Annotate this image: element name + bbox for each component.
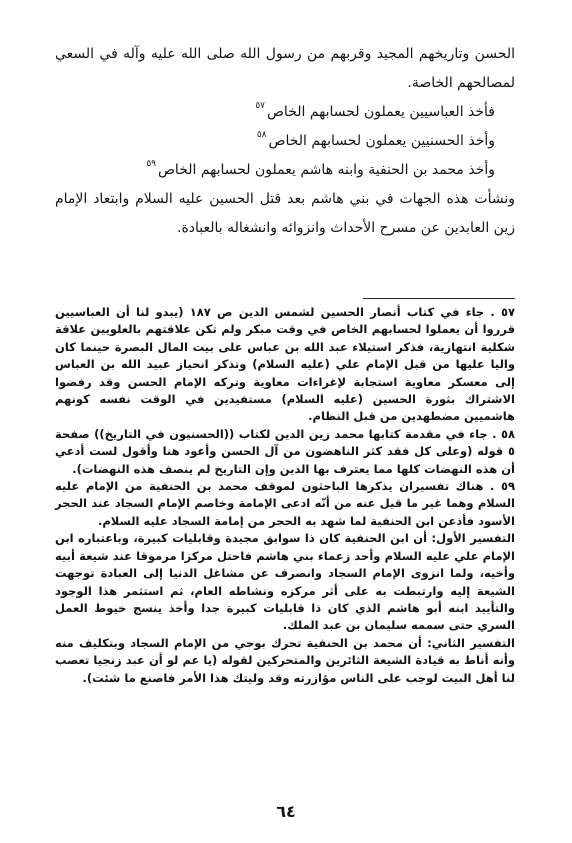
paragraph-abbasids xyxy=(55,98,515,127)
paragraph-conclusion: ونشأت هذه الجهات في بني هاشم بعد قتل الحسين عليه السلام وابتعاد الإمام زين العابدين عن مسرح الأحداث وانزوائه وانشغاله بالعبادة. xyxy=(55,191,515,236)
footnote-59: ٥٩ . هناك تفسيران يذكرها الباحثون لموقف محمد بن الحنفية من الإمام عليه السلام وهما غير ما قيل عنه من أنّه ادعى الإمامة وخاصم الإمام السجاد عند الحجر الأسود فأذعن ابن الحنفية لما شهد به الحجر من إمامة السجاد عليه السلام. xyxy=(55,479,515,528)
footnote-tafsir-1: التفسير الأول: أن ابن الحنفية كان ذا سوابق مجيدة وقابليات كبيرة، وباعتباره ابن الإمام علي عليه السلام وأحد زعماء بني هاشم فاحتل مركزا مرموقا عند شيعة أبيه وأخيه، ولما انزوى الإمام السجاد وانصرف عن مشاغل الدنيا إلى العبادة توجهت الشيعة إليه وارتبطت به على أثر مركزه ونشاطه العام، ثم استثمر هذا الوجود والتأييد ابنه أبو هاشم الذي كان ذا قابليات كبيرة جدا وأخذ ينسج خيوط العمل السري حتى سممه سليمان بن عبد الملك. xyxy=(55,531,515,633)
paragraph-hasanids-text: وأخذ الحسنيين يعملون لحسابهم الخاص xyxy=(268,133,495,149)
footnote-58: ٥٨ . جاء في مقدمة كتابها محمد زين الدين لكتاب ((الحسنيون في التاريخ)) صفحة ٥ قوله (وعلى كل فقد كثر الناهضون من آل الحسن وأعود هنا وأقول لست أدعي أن هذه النهضات كلها مما يعترف بها الدين وإن التاريخ لم ينصف هذه النهضات). xyxy=(55,426,515,476)
paragraph-abbasids-text: فأخذ العباسيين يعملون لحسابهم الخاص xyxy=(267,104,495,120)
footnote-ref-59[interactable]: ٥٩ xyxy=(146,159,156,169)
footnote-separator xyxy=(363,298,515,299)
footnote-tafsir-2: التفسير الثاني: أن محمد بن الحنفية تحرك بوحي من الإمام السجاد وبتكليف منه وأنه أناط به قيادة الشيعة الثائرين والمتحركين لقوله (يا عم لو أن عبد زنجيا تعصب لنا أهل البيت لوجب على الناس مؤازرته وقد وليتك هذا الأمر فاصنع ما شئت). xyxy=(55,635,515,685)
footnote-ref-58[interactable]: ٥٨ xyxy=(256,130,267,140)
main-text xyxy=(55,40,515,243)
paragraph-hasanids xyxy=(55,127,515,156)
footnotes xyxy=(55,304,515,687)
page-number: ٦٤ xyxy=(276,802,296,821)
footnote-57: ٥٧ . جاء في كتاب أنصار الحسين لشمس الدين ص ١٨٧ (يبدو لنا أن العباسيين قرروا أن يعملوا لحسابهم الخاص في وقت مبكر ولم تكن علاقتهم بالعلويين علاقة شكلية انتهازية، فذكر استيلاء عبد الله بن عباس على بيت المال البصرة حينما كان واليا عليها من قبل الإمام علي (عليه السلام) وتذكر انحياز عبيد الله بن العباس إلى معسكر معاوية استجابة لإغراءات معاوية وتركه الإمام الحسن وقد رفضوا الاشتراك بثورة الحسين (عليه السلام) مستفيدين في الوقت نفسه كونهم هاشميين مضطهدين من قبل النظام. xyxy=(55,305,515,424)
paragraph-ibn-hanafiyya-text: وأخذ محمد بن الحنفية وابنه هاشم يعملون لحسابهم الخاص xyxy=(158,162,495,178)
paragraph-ibn-hanafiyya xyxy=(55,156,515,185)
paragraph-intro: الحسن وتاريخهم المجيد وقربهم من رسول الله صلى الله عليه وآله في السعي لمصالحهم الخاصة. xyxy=(55,46,515,91)
footnote-ref-57[interactable]: ٥٧ xyxy=(255,101,265,111)
